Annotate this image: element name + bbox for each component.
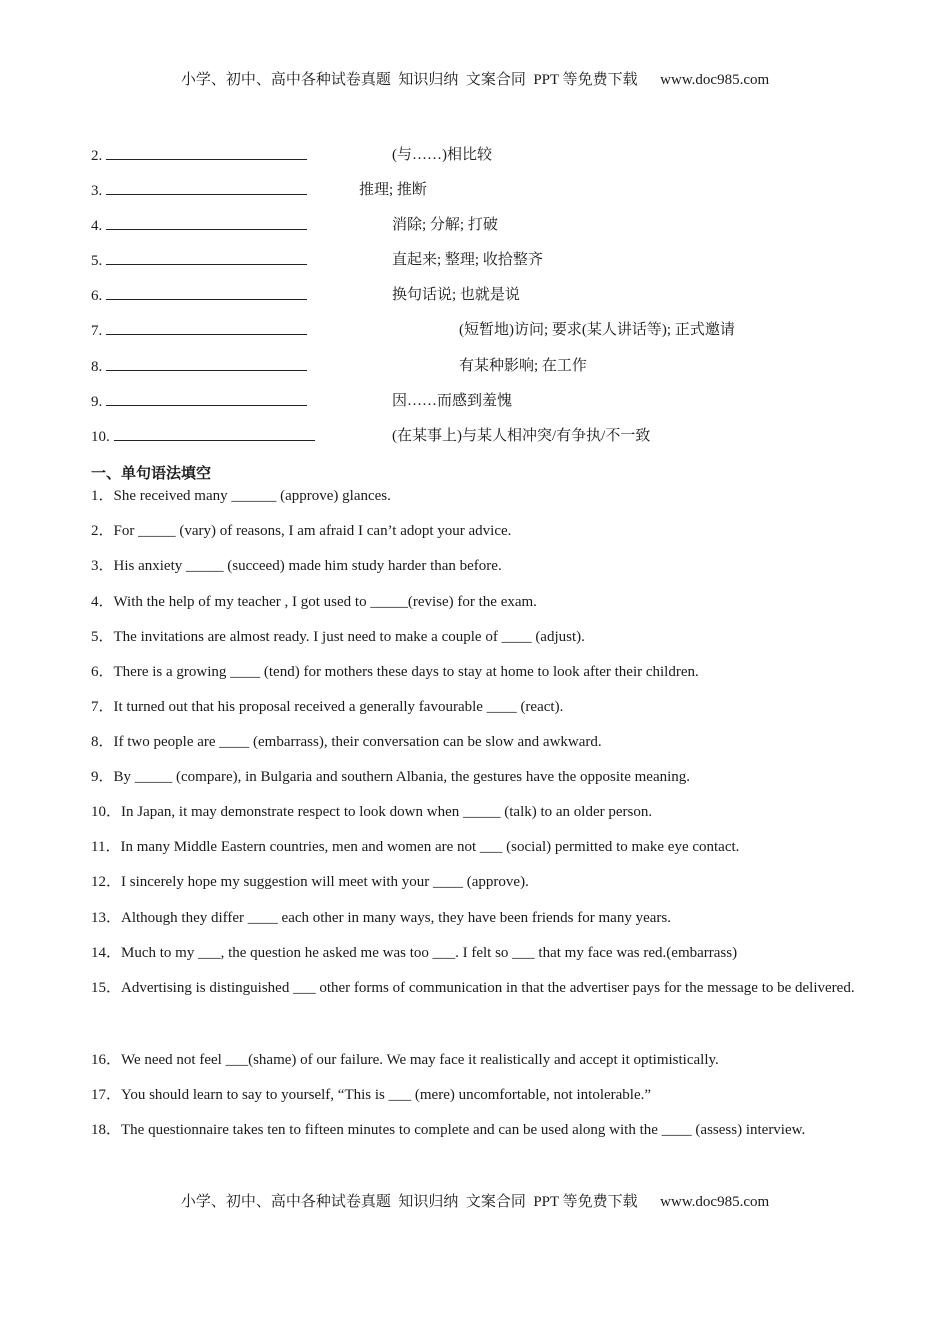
- question-item: 10．In Japan, it may demonstrate respect to look down when _____ (talk) to an older person.: [91, 804, 653, 820]
- question-item: 9．By _____ (compare), in Bulgaria and southern Albania, the gestures have the opposite meaning.: [91, 769, 691, 785]
- answer-blank[interactable]: [106, 214, 307, 230]
- vocab-row: [91, 144, 492, 166]
- vocab-meaning: (与……)相比较: [392, 147, 492, 163]
- vocab-number: 7.: [91, 323, 103, 339]
- question-item: 7．It turned out that his proposal received a generally favourable ____ (react).: [91, 699, 564, 715]
- answer-blank[interactable]: [106, 319, 307, 335]
- vocab-number: 9.: [91, 394, 103, 410]
- vocab-meaning: 消除; 分解; 打破: [392, 217, 498, 233]
- vocab-number: 4.: [91, 218, 103, 234]
- answer-blank[interactable]: [106, 390, 307, 406]
- vocab-meaning: 换句话说; 也就是说: [392, 287, 520, 303]
- question-item: 6．There is a growing ____ (tend) for mothers these days to stay at home to look after their children.: [91, 664, 699, 680]
- vocab-meaning: 因……而感到羞愧: [392, 393, 513, 409]
- question-item: 2．For _____ (vary) of reasons, I am afraid I can’t adopt your advice.: [91, 523, 512, 539]
- section-title: 一、单句语法填空: [91, 464, 212, 482]
- answer-blank[interactable]: [106, 249, 307, 265]
- question-item: 8．If two people are ____ (embarrass), their conversation can be slow and awkward.: [91, 734, 602, 750]
- vocab-number: 3.: [91, 183, 103, 199]
- vocab-row: [91, 284, 520, 306]
- vocab-row: [91, 355, 587, 377]
- answer-blank[interactable]: [106, 355, 307, 371]
- vocab-number: 2.: [91, 148, 103, 164]
- vocab-meaning: 直起来; 整理; 收拾整齐: [392, 252, 543, 268]
- answer-blank[interactable]: [106, 144, 307, 160]
- vocab-meaning: 有某种影响; 在工作: [459, 358, 587, 374]
- vocab-meaning: (在某事上)与某人相冲突/有争执/不一致: [392, 428, 651, 444]
- question-item: 14．Much to my ___, the question he asked me was too ___. I felt so ___ that my face was red.(embarrass): [91, 945, 738, 961]
- question-item: 12．I sincerely hope my suggestion will meet with your ____ (approve).: [91, 874, 529, 890]
- question-item: 13．Although they differ ____ each other in many ways, they have been friends for many years.: [91, 910, 671, 926]
- question-item: 4．With the help of my teacher , I got used to _____(revise) for the exam.: [91, 594, 537, 610]
- vocab-number: 8.: [91, 359, 103, 375]
- question-item: 18．The questionnaire takes ten to fifteen minutes to complete and can be used along with the ____ (assess) interview.: [91, 1122, 806, 1138]
- vocab-row: [91, 319, 735, 341]
- page-header: 小学、初中、高中各种试卷真题 知识归纳 文案合同 PPT 等免费下载 www.doc985.com: [180, 72, 770, 88]
- question-item: 16．We need not feel ___(shame) of our failure. We may face it realistically and accept it optimistically.: [91, 1052, 719, 1068]
- vocab-row: [91, 249, 543, 271]
- answer-blank[interactable]: [106, 284, 307, 300]
- question-item: 15．Advertising is distinguished ___ other forms of communication in that the advertiser pays for the message to be delivered.: [91, 980, 855, 996]
- question-item: 3．His anxiety _____ (succeed) made him study harder than before.: [91, 558, 502, 574]
- vocab-meaning: 推理; 推断: [359, 182, 427, 198]
- vocab-row: [91, 214, 498, 236]
- answer-blank[interactable]: [106, 179, 307, 195]
- vocab-meaning: (短暂地)访问; 要求(某人讲话等); 正式邀请: [459, 322, 735, 338]
- question-item: 17．You should learn to say to yourself, “This is ___ (mere) uncomfortable, not intolerable.”: [91, 1087, 652, 1103]
- page-footer: 小学、初中、高中各种试卷真题 知识归纳 文案合同 PPT 等免费下载 www.doc985.com: [180, 1194, 770, 1210]
- question-item: 11．In many Middle Eastern countries, men and women are not ___ (social) permitted to make eye contact.: [91, 839, 740, 855]
- question-item: 1．She received many ______ (approve) glances.: [91, 488, 391, 504]
- vocab-row: [91, 390, 513, 412]
- vocab-row: [91, 179, 427, 201]
- question-item: 5．The invitations are almost ready. I just need to make a couple of ____ (adjust).: [91, 629, 585, 645]
- answer-blank[interactable]: [114, 425, 315, 441]
- vocab-row: [91, 425, 651, 447]
- vocab-number: 10.: [91, 429, 110, 445]
- vocab-number: 5.: [91, 253, 103, 269]
- vocab-number: 6.: [91, 288, 103, 304]
